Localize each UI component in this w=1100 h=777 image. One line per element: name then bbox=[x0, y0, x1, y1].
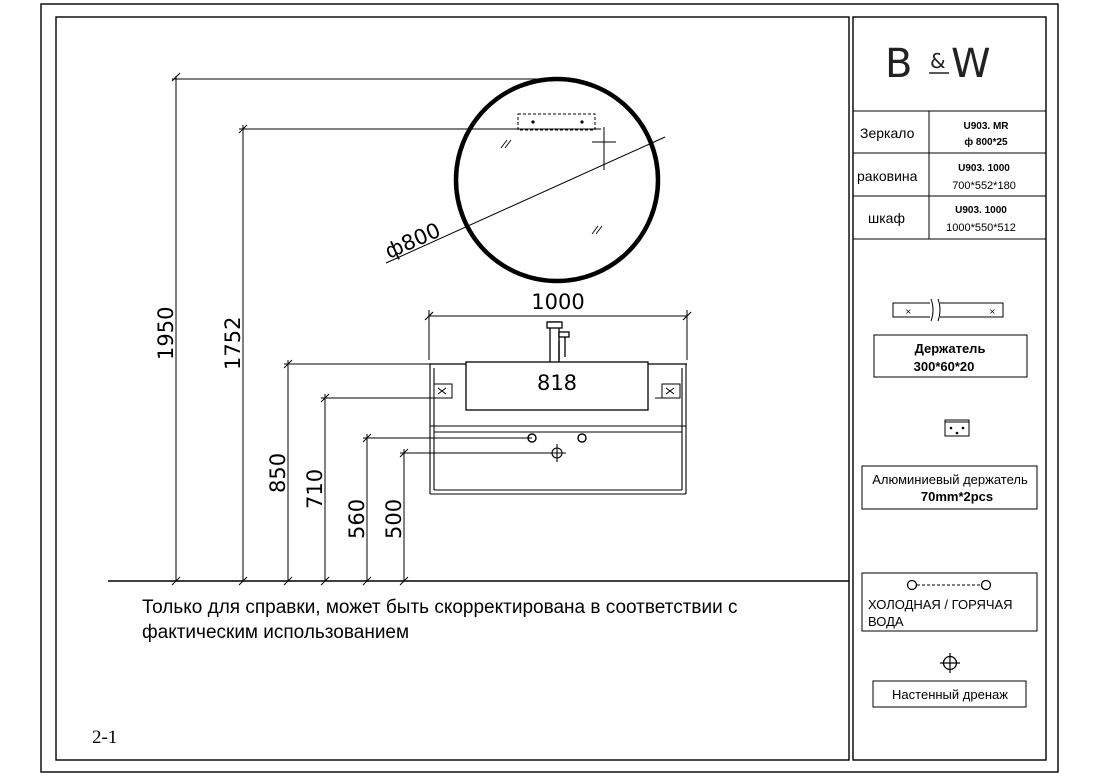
spec-model-mirror: U903. MR bbox=[963, 121, 1009, 132]
water-label-line1: ХОЛОДНАЯ / ГОРЯЧАЯ bbox=[868, 597, 1013, 612]
mirror-diameter-dimension bbox=[381, 137, 665, 264]
page-number: 2-1 bbox=[92, 727, 118, 748]
svg-text:×: × bbox=[905, 307, 912, 316]
round-mirror bbox=[456, 79, 658, 281]
brand-logo bbox=[885, 41, 991, 87]
height-560-label: 560 bbox=[345, 498, 369, 539]
reference-note-line1: Только для справки, может быть скорректирована в соответствии с bbox=[142, 597, 738, 618]
reference-note-line2: фактическим использованием bbox=[142, 622, 410, 643]
water-label-line2: ВОДА bbox=[868, 614, 904, 629]
spec-label-mirror: Зеркало bbox=[860, 125, 915, 141]
spec-size-basin: 700*552*180 bbox=[952, 180, 1016, 192]
alu-holder-label: Алюминиевый держатель bbox=[872, 472, 1028, 487]
basin bbox=[429, 362, 687, 410]
wall-drain-icon bbox=[940, 653, 960, 673]
spec-label-cabinet: шкаф bbox=[868, 210, 905, 226]
spec-size-mirror: ф 800*25 bbox=[964, 137, 1008, 148]
height-1950-label: 1950 bbox=[154, 306, 178, 360]
brand-letter-b: B bbox=[885, 41, 913, 87]
height-710-label: 710 bbox=[303, 468, 327, 509]
holder-label: Держатель bbox=[914, 341, 986, 356]
water-pipe-icon bbox=[908, 581, 991, 590]
spec-label-basin: раковина bbox=[857, 168, 918, 184]
water-inlets bbox=[528, 434, 586, 442]
alu-holder-qty: 70mm*2pcs bbox=[920, 489, 994, 504]
aluminium-bracket-icon bbox=[945, 420, 969, 436]
wall-holder-icon bbox=[893, 299, 1003, 321]
brand-letter-w: W bbox=[951, 41, 991, 87]
height-dimensions bbox=[172, 73, 668, 585]
height-1752-label: 1752 bbox=[221, 316, 245, 370]
cabinet-width-label: 1000 bbox=[531, 290, 585, 314]
mirror-diameter-label: ф800 bbox=[381, 218, 445, 264]
drain-label: Настенный дренаж bbox=[892, 687, 1008, 702]
height-850-label: 850 bbox=[266, 452, 290, 493]
spec-size-cabinet: 1000*550*512 bbox=[946, 222, 1016, 234]
spec-model-basin: U903. 1000 bbox=[958, 163, 1010, 174]
svg-text:×: × bbox=[989, 307, 996, 316]
spec-model-cabinet: U903. 1000 bbox=[955, 205, 1007, 216]
faucet-icon bbox=[547, 322, 569, 364]
holder-size: 300*60*20 bbox=[913, 359, 975, 374]
height-500-label: 500 bbox=[382, 498, 406, 539]
basin-width-label: 818 bbox=[536, 371, 578, 395]
brand-ampersand: & bbox=[930, 49, 946, 73]
